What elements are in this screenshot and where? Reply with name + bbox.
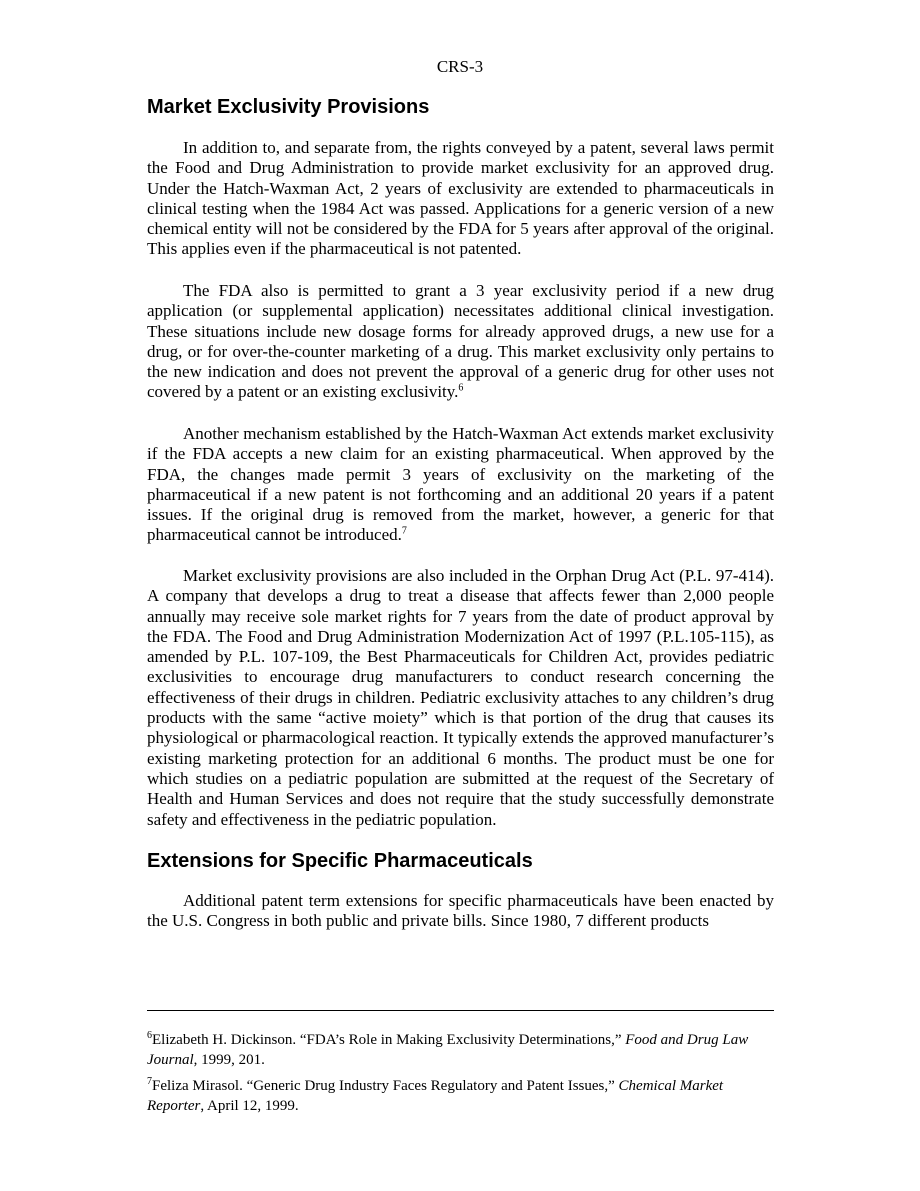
footnote-mark: 6	[147, 1030, 152, 1041]
section-heading-market-exclusivity: Market Exclusivity Provisions	[147, 96, 430, 118]
footnote	[147, 1077, 774, 1116]
footnote-source: Food and Drug Law Journal	[147, 1032, 749, 1068]
paragraph-text: Market exclusivity provisions are also included in the Orphan Drug Act (P.L. 97-414). A company that develops a drug to treat a disease that affects fewer than 2,000 people annually may receive sole market rights for 7 years from the date of product approval by the FDA. The Food and Drug Administration Modernization Act of 1997 (P.L.105-115), as amended by P.L. 107-109, the Best Pharmaceuticals for Children Act, provides pediatric exclusivities to encourage drug manufacturers to conduct research concerning the effectiveness of their drugs in children. Pediatric exclusivity attaches to any children’s drug products with the same “active moiety” which is that portion of the drug that causes its physiological or pharmacological reaction. It typically extends the approved manufacturer’s existing marketing protection for an additional 6 months. The product must be one for which studies on a pediatric population are submitted at the request of the Secretary of Health and Human Services and does not require that the study successfully demonstrate safety and effectiveness in the pediatric population.	[147, 566, 774, 829]
footnote-tail: , April 12, 1999.	[200, 1097, 299, 1114]
footnote-divider	[147, 1010, 774, 1011]
paragraph-text: Additional patent term extensions for specific pharmaceuticals have been enacted by the U.S. Congress in both public and private bills. Since 1980, 7 different products	[147, 891, 774, 931]
footnote-text: Elizabeth H. Dickinson. “FDA’s Role in Making Exclusivity Determinations,”	[152, 1032, 626, 1048]
paragraph	[147, 424, 774, 546]
paragraph-text: Another mechanism established by the Hatch-Waxman Act extends market exclusivity if the FDA accepts a new claim for an existing pharmaceutical. When approved by the FDA, the changes made permit 3 years of exclusivity on the marketing of the pharmaceutical if a new patent is not forthcoming and an additional 20 years if a patent issues. If the original drug is removed from the market, however, a generic for that pharmaceutical cannot be introduced.	[147, 424, 774, 545]
footnote-source: Chemical Market Reporter	[147, 1078, 724, 1114]
footnote-text: Feliza Mirasol. “Generic Drug Industry Faces Regulatory and Patent Issues,”	[152, 1078, 619, 1094]
section-heading-extensions: Extensions for Specific Pharmaceuticals	[147, 850, 533, 872]
paragraph	[147, 566, 774, 830]
footnote-reference[interactable]: 7	[401, 525, 407, 537]
paragraph	[147, 138, 774, 260]
paragraph-text: In addition to, and separate from, the rights conveyed by a patent, several laws permit the Food and Drug Administration to provide market exclusivity for an approved drug. Under the Hatch-Waxman Act, 2 years of exclusivity are extended to pharmaceuticals in clinical testing when the 1984 Act was passed. Applications for a generic version of a new chemical entity will not be considered by the FDA for 5 years after approval of the original. This applies even if the pharmaceutical is not patented.	[147, 138, 774, 259]
paragraph-text: The FDA also is permitted to grant a 3 year exclusivity period if a new drug application (or supplemental application) necessitates additional clinical investigation. These situations include new dosage forms for already approved drugs, a new use for a drug, or for over-the-counter marketing of a drug. This market exclusivity only pertains to the new indication and does not prevent the approval of a generic drug for other uses not covered by a patent or an existing exclusivity.	[147, 281, 774, 402]
footnote-reference[interactable]: 6	[458, 382, 464, 394]
footnote	[147, 1031, 774, 1070]
paragraph	[147, 281, 774, 403]
paragraph	[147, 891, 774, 932]
footnote-mark: 7	[147, 1076, 152, 1087]
footnote-tail: , 1999, 201.	[193, 1051, 265, 1068]
page-number: CRS-3	[436, 57, 484, 76]
